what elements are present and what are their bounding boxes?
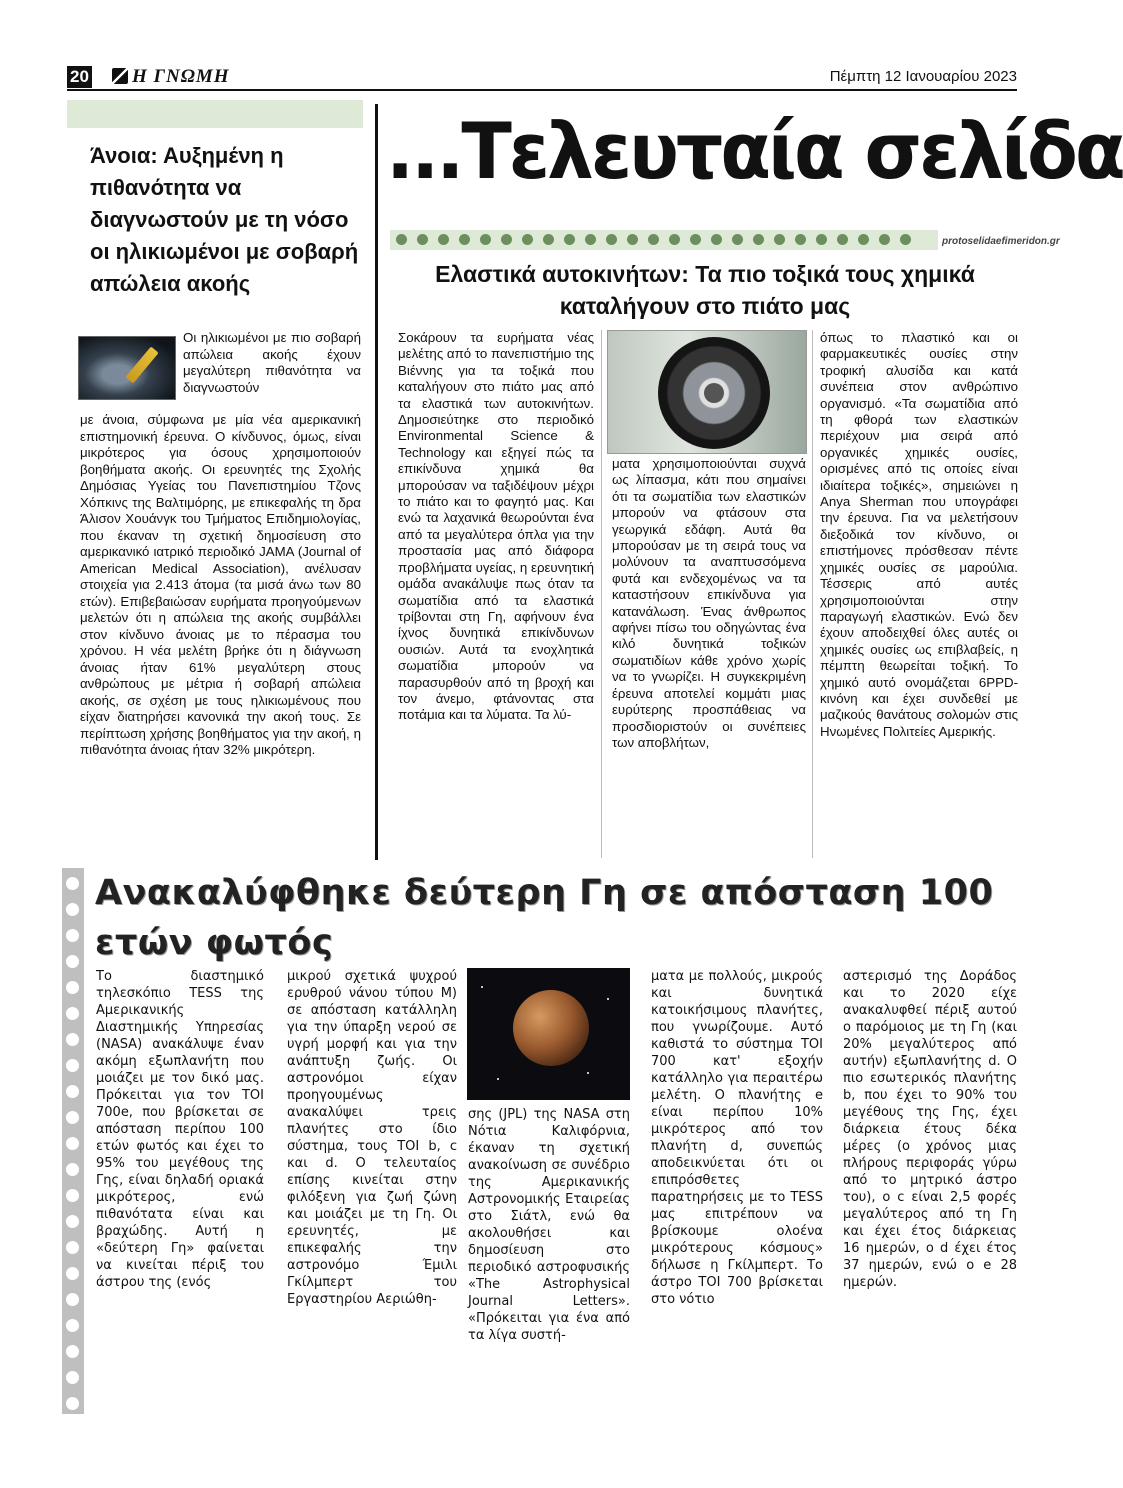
planet-photo — [467, 968, 630, 1100]
tyres-article-title: Ελαστικά αυτοκινήτων: Τα πιο τοξικά τους χημικά καταλήγουν στο πιάτο μας — [435, 261, 975, 319]
tyres-article-column-1: Σοκάρουν τα ευρήματα νέας μελέτης από το πανεπιστήμιο της Βιέννης για τα τοξικά που καταλήγουν στο πιάτο μας από τα ελαστικά των αυτοκινήτων. Δημοσιεύτηκε στο περιοδικό Environmental Science & Technology και εξηγεί πώς τα επικίνδυνα χημικά θα μπορούσαν να ταξιδέψουν μέχρι το πιάτο και το φαγητό μας. Και ενώ τα λαχανικά θεωρούνται ένα από τα μεγαλύτερα όπλα για την προστασία μας από διάφορα προβλήματα υγείας, η ερευνητική ομάδα ανακάλυψε πως όταν τα σωματίδια από τα ελαστικά τρίβονται στη Γη, αφήνουν ένα ίχνος δυνητικά επικίνδυνων ουσιών. Αυτά τα ενοχλητικά σωματίδια μπορούν να παρασυρθούν από τη βροχή και τον άνεμο, φτάνοντας στα ποτάμια και τα λύματα. Τα λύ- — [398, 330, 595, 723]
dementia-article-title: Άνοια: Αυξημένη η πιθανότητα να διαγνωστούν με τη νόσο οι ηλικιωμένοι με σοβαρή απώλεια ακοής — [90, 143, 359, 296]
earth-article-column-1: Το διαστημικό τηλεσκόπιο TESS της Αμερικανικής Διαστημικής Υπηρεσίας (NASA) ανακάλυψε έναν ακόμη εξωπλανήτη που μοιάζει με τον δικό μας. Πρόκειται για τον TOI 700e, που βρίσκεται σε απόσταση περίπου 100 ετών φωτός και έχει το 95% του μεγέθους της Γης, είναι δηλαδή οριακά μικρότερος, ενώ πιθανότατα είναι και βραχώδης. Αυτή η «δεύτερη Γη» φαίνεται να κινείται πέριξ του άστρου της (ενός — [96, 969, 264, 1290]
page-number: 20 — [67, 66, 92, 88]
issue-date: Πέμπτη 12 Ιανουαρίου 2023 — [829, 68, 1017, 85]
section-banner — [67, 100, 363, 128]
dementia-article-intro: Οι ηλικιωμένοι με πιο σοβαρή απώλεια ακοής έχουν μεγαλύτερη πιθανότητα να διαγνωστούν — [183, 330, 361, 395]
newspaper-name: Η ΓΝΩΜΗ — [132, 66, 230, 87]
dotted-divider — [390, 230, 938, 250]
film-strip-decoration — [62, 868, 84, 1414]
column-divider — [601, 330, 602, 858]
earth-article-title: Ανακαλύφθηκε δεύτερη Γη σε απόσταση 100 ετών φωτός — [95, 873, 994, 963]
earth-article-column-5: αστερισμό της Δοράδος και το 2020 είχε ανακαλυφθεί πέριξ αυτού ο παρόμοιος με τη Γη (και 20% μεγαλύτερος από αυτήν) εξωπλανήτης d. Ο πιο εσωτερικός πλανήτης b, που έχει το 90% του μεγέθους της Γης, έχει διάρκεια έτους δέκα μέρες (ο χρόνος μιας πλήρους περιφοράς γύρω από το μητρικό άστρο του), ο c είναι 2,5 φορές μεγαλύτερος από τη Γη και έχει έτος διάρκειας 16 ημερών, ο d έχει έτος 37 ημερών, ενώ ο e 28 ημερών. — [843, 969, 1017, 1290]
earth-article-column-4: ματα με πολλούς, μικρούς και δυνητικά κατοικήσιμους πλανήτες, που γνωρίζουμε. Αυτό καθιστά το σύστημα TOI 700 κατ' εξοχήν κατάλληλο για περαιτέρω μελέτη. Ο πλανήτης e είναι περίπου 10% μικρότερος από τον πλανήτη d, συνεπώς αποδεικνύεται ότι οι επιπρόσθετες παρατηρήσεις με το TESS μας επιτρέπουν να βρίσκουμε ολοένα μικρότερους κόσμους» δήλωσε η Γκίλμπερτ. Το άστρο TOI 700 βρίσκεται στο νότιο — [651, 969, 823, 1307]
section-masthead-title: ...Τελευταία σελίδα — [386, 106, 1123, 198]
source-watermark: protoselidaefimeridon.gr — [942, 236, 1060, 247]
earth-article-column-3: σης (JPL) της NASA στη Νότια Καλιφόρνια, έκαναν τη σχετική ανακοίνωση σε συνέδριο της Αμερικανικής Αστρονομικής Εταιρείας στο Σιάτλ, ενώ θα ακολουθήσει και δημοσίευση στο περιοδικό αστροφυσικής «The Astrophysical Journal Letters». «Πρόκειται για ένα από τα λίγα συστή- — [468, 1107, 630, 1343]
tyre-photo — [607, 330, 807, 454]
column-divider — [375, 104, 378, 860]
column-divider — [812, 330, 813, 858]
tyres-article-column-2: ματα χρησιμοποιούνται συχνά ως λίπασμα, κάτι που σημαίνει ότι τα σωματίδια των ελαστικών μπορούν να φτάσουν στα γεωργικά εδάφη. Αυτά θα μπορούσαν με τη σειρά τους να μολύνουν τα αναπτυσσόμενα φυτά και ενδεχομένως να τα καταστήσουν επικίνδυνα για κατανάλωση. Ένας άνθρωπος αφήνει πίσω του οδηγώντας ένα κιλό δυνητικά τοξικών σωματιδίων κάθε χρόνο χωρίς να το γνωρίζει. Η συγκεκριμένη έρευνα αποτελεί κομμάτι μιας ευρύτερης προσπάθειας να προσδιοριστούν οι συνέπειες των αποβλήτων, — [612, 456, 806, 750]
tyres-article-column-3: όπως το πλαστικό και οι φαρμακευτικές ουσίες στην τροφική αλυσίδα και κατά συνέπεια στον ανθρώπινο οργανισμό. «Τα σωματίδια από τη φθορά των ελαστικών περιέχουν μια σειρά από οργανικές χημικές ουσίες, ορισμένες από τις οποίες είναι ιδιαίτερα τοξικές», σημειώνει η Anya Sherman που υπογράφει την έρευνα. Για να μελετήσουν διεξοδικά τον κίνδυνο, οι επιστήμονες πρόσθεσαν πέντε χημικές ουσίες σε μαρούλια. Τέσσερις από αυτές χρησιμοποιούνται στην παραγωγή ελαστικών. Ενώ δεν έχουν αποδειχθεί όλες αυτές οι χημικές ουσίες ως επιβλαβείς, η πέμπτη θεωρείται τοξική. Το χημικό αυτό ονομάζεται 6PPD-κινόνη και έχει συνδεθεί με μαζικούς θανάτους σολομών στις Ηνωμένες Πολιτείες Αμερικής. — [820, 330, 1018, 739]
dementia-article-photo — [78, 336, 176, 400]
newspaper-logo — [112, 66, 230, 88]
dementia-article-body: με άνοια, σύμφωνα με μία νέα αμερικανική επιστημονική έρευνα. Ο κίνδυνος, όμως, είναι μικρότερος για όσους χρησιμοποιούν βοηθήματα ακοής. Οι ερευνητές της Σχολής Δημόσιας Υγείας του Πανεπιστημίου Τζονς Χόπκινς της Βαλτιμόρης, με επικεφαλής τη δρα Άλισον Χουάνγκ του Τμήματος Επιδημιολογίας, που έκαναν τη σχετική δημοσίευση στο αμερικανικό ιατρικό περιοδικό JAMA (Journal of American Medical Association), ανέλυσαν στοιχεία για 2.413 άτομα (τα μισά άνω των 80 ετών). Επιβεβαιώσαν ευρήματα προηγούμενων μελετών ότι η απώλεια της ακοής συμβάλλει στον κίνδυνο άνοιας με το πέρασμα του χρόνου. Η νέα μελέτη βρήκε ότι η διάγνωση άνοιας ήταν 61% μεγαλύτερη στους ανθρώπους με μέτρια ή σοβαρή απώλεια ακοής, σε σχέση με τους ηλικιωμένους που είχαν διατηρήσει κανονικά την ακοή τους. Σε περίπτωση χρήσης βοηθήματος για την ακοή, η πιθανότητα άνοιας ήταν 32% μικρότερη. — [80, 412, 361, 757]
logo-mark-icon — [112, 68, 128, 84]
earth-article-column-2: μικρού σχετικά ψυχρού ερυθρού νάνου τύπου M) σε απόσταση κατάλληλη για την ύπαρξη νερού σε υγρή μορφή και για την ανάπτυξη ζωής. Οι αστρονόμοι είχαν προηγουμένως ανακαλύψει τρεις πλανήτες στο ίδιο σύστημα, τους TOI b, c και d. O τελευταίος επίσης κινείται στην φιλόξενη για ζωή ζώνη και μοιάζει με τη Γη. Οι ερευνητές, με επικεφαλής την αστρονόμο Έμιλι Γκίλμπερτ του Εργαστηρίου Αεριώθη- — [287, 969, 457, 1307]
header-rule — [67, 89, 1017, 91]
